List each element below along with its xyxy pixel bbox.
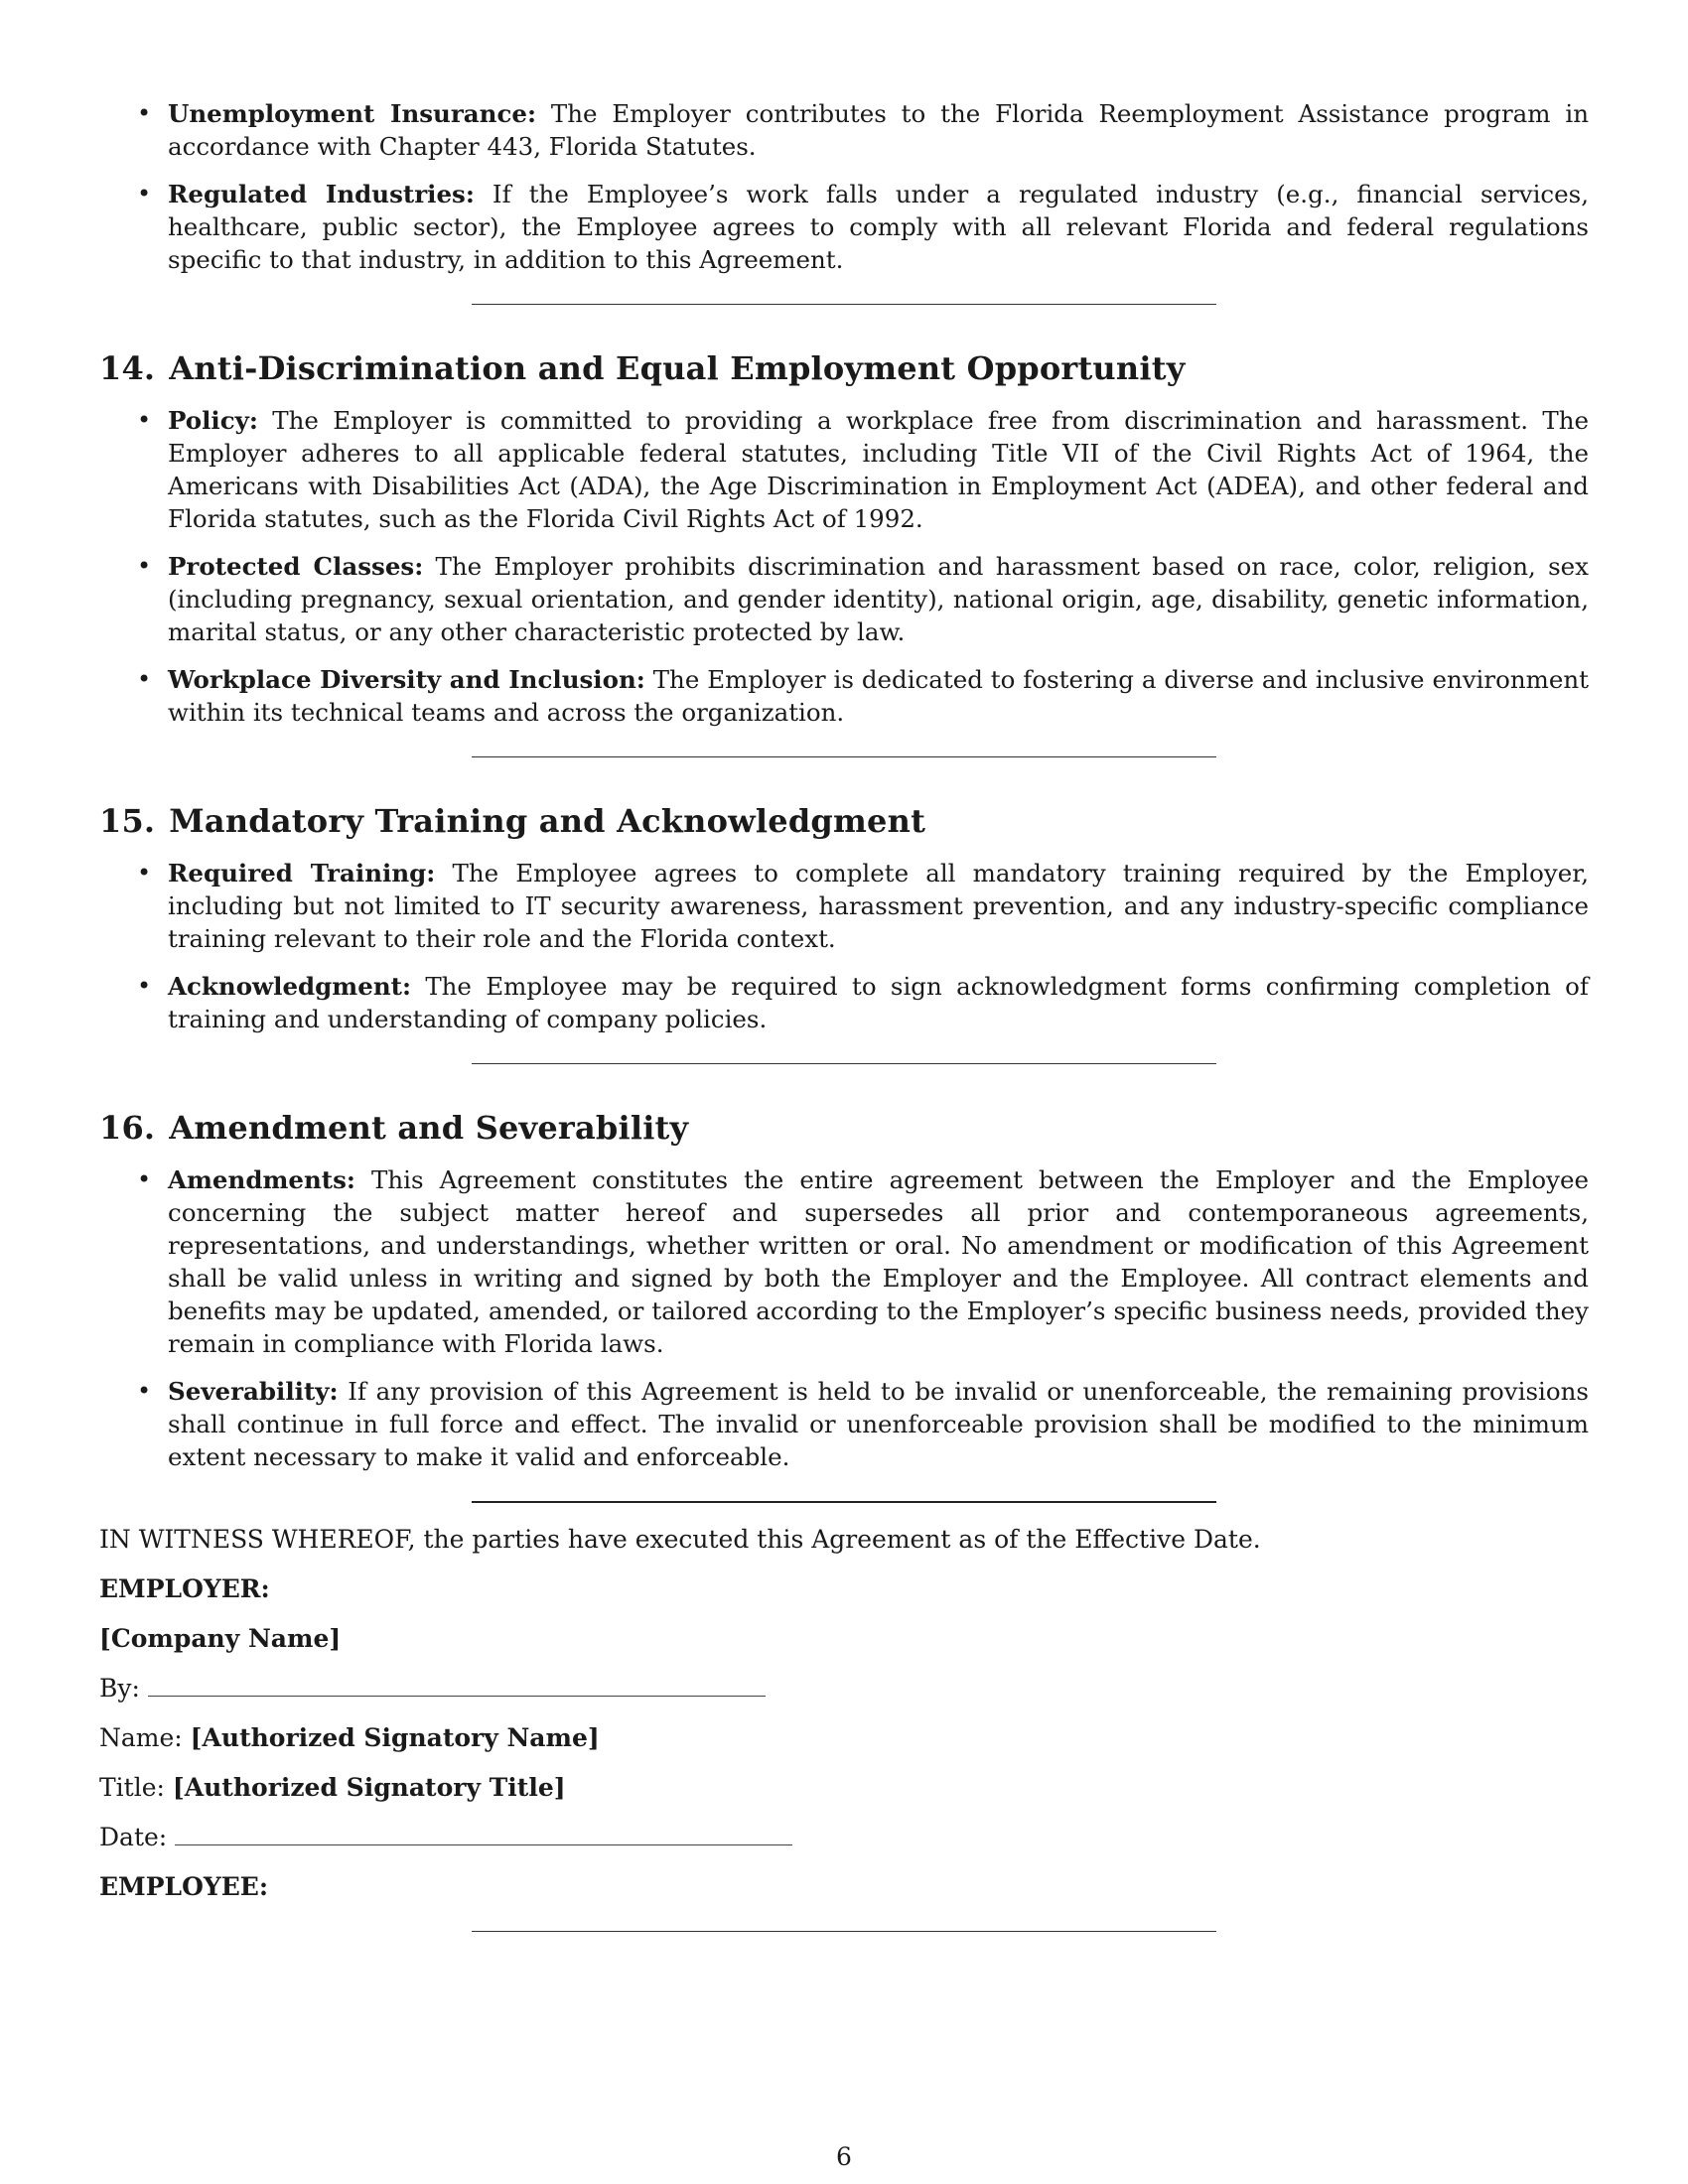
section-number: 15. <box>99 802 156 840</box>
witness-statement: IN WITNESS WHEREOF, the parties have executed this Agreement as of the Effective Date. <box>99 1525 1261 1554</box>
section-divider <box>472 1931 1216 1932</box>
list-item-term: Amendments: <box>168 1165 355 1194</box>
section-heading-16 <box>99 1108 1589 1148</box>
title-label: Title: <box>99 1773 165 1802</box>
list-item <box>99 178 1589 276</box>
company-name: [Company Name] <box>99 1624 342 1653</box>
list-item-text: If the Employee’s work falls under a regulated industry (e.g., financial services, healthcare, public sector), the Employee agrees to comply with all relevant Florida and federal regulations specific to that industry, in addition to this Agreement. <box>168 180 1589 274</box>
date-signature-line[interactable] <box>175 1823 792 1845</box>
section-15-list <box>99 857 1589 1035</box>
list-item-text: The Employer prohibits discrimination and harassment based on race, color, religion, sex (including pregnancy, sexual orientation, and gender identity), national origin, age, disability, genetic information, marital status, or any other characteristic protected by law. <box>168 552 1589 646</box>
name-row <box>99 1721 1589 1754</box>
by-signature-line[interactable] <box>148 1674 766 1697</box>
list-item-term: Required Training: <box>168 859 436 887</box>
section-title: Anti-Discrimination and Equal Employment Opportunity <box>169 349 1186 387</box>
page-number: 6 <box>836 2142 852 2171</box>
section-heading-14 <box>99 348 1589 388</box>
section-title: Mandatory Training and Acknowledgment <box>169 802 926 840</box>
title-row <box>99 1771 1589 1804</box>
section-divider <box>472 756 1216 757</box>
signature-divider <box>472 1501 1216 1503</box>
list-item-term: Workplace Diversity and Inclusion: <box>168 665 645 694</box>
list-item-term: Protected Classes: <box>168 552 424 581</box>
list-item-text: The Employer contributes to the Florida Reemployment Assistance program in accordance with Chapter 443, Florida Statutes. <box>168 99 1590 161</box>
list-item-term: Policy: <box>168 406 258 435</box>
list-item-term: Regulated Industries: <box>168 180 475 208</box>
list-item <box>99 550 1589 648</box>
section-14-list <box>99 404 1589 729</box>
document-page <box>99 97 1589 1932</box>
name-value: [Authorized Signatory Name] <box>190 1723 600 1752</box>
list-item <box>99 663 1589 729</box>
section-16-list <box>99 1163 1589 1473</box>
list-item-text: If any provision of this Agreement is held to be invalid or unenforceable, the remaining provisions shall continue in full force and effect. The invalid or unenforceable provision shall be modified to the minimum extent necessary to make it valid and enforceable. <box>168 1377 1589 1471</box>
date-label: Date: <box>99 1823 168 1851</box>
by-label: By: <box>99 1674 140 1703</box>
section-divider <box>472 1063 1216 1064</box>
list-item-term: Severability: <box>168 1377 339 1406</box>
list-item-text: This Agreement constitutes the entire agreement between the Employer and the Employee concerning the subject matter hereof and supersedes all prior and contemporaneous agreements, representations, and understandings, whether written or oral. No amendment or modification of this Agreement shall be valid unless in writing and signed by both the Employer and the Employee. All contract elements and benefits may be updated, amended, or tailored according to the Employer’s specific business needs, provided they remain in compliance with Florida laws. <box>168 1165 1589 1358</box>
list-item <box>99 857 1589 955</box>
list-item <box>99 404 1589 535</box>
list-item <box>99 970 1589 1035</box>
list-item-text: The Employer is committed to providing a workplace free from discrimination and harassment. The Employer adheres to all applicable federal statutes, including Title VII of the Civil Rights Act of 1964, the Americans with Disabilities Act (ADA), the Age Discrimination in Employment Act (ADEA), and other federal and Florida statutes, such as the Florida Civil Rights Act of 1992. <box>168 406 1589 533</box>
list-item <box>99 1375 1589 1473</box>
list-item-term: Acknowledgment: <box>168 972 411 1001</box>
title-value: [Authorized Signatory Title] <box>172 1773 566 1802</box>
list-item-text: The Employer is dedicated to fostering a diverse and inclusive environment within its technical teams and across the organization. <box>168 665 1589 727</box>
employer-label: EMPLOYER: <box>99 1574 270 1603</box>
section-title: Amendment and Severability <box>169 1109 689 1147</box>
signature-block <box>99 1523 1589 1903</box>
section-number: 16. <box>99 1109 156 1147</box>
section-divider <box>472 304 1216 305</box>
employee-label: EMPLOYEE: <box>99 1872 269 1901</box>
continued-list <box>99 97 1589 276</box>
list-item-text: The Employee agrees to complete all mandatory training required by the Employer, including but not limited to IT security awareness, harassment prevention, and any industry-specific compliance training relevant to their role and the Florida context. <box>168 859 1589 953</box>
name-label: Name: <box>99 1723 183 1752</box>
section-heading-15 <box>99 801 1589 841</box>
list-item-term: Unemployment Insurance: <box>168 99 537 128</box>
section-number: 14. <box>99 349 156 387</box>
list-item-text: The Employee may be required to sign acknowledgment forms confirming completion of training and understanding of company policies. <box>168 972 1589 1033</box>
by-row <box>99 1672 1589 1705</box>
list-item <box>99 97 1589 163</box>
list-item <box>99 1163 1589 1360</box>
date-row <box>99 1821 1589 1853</box>
